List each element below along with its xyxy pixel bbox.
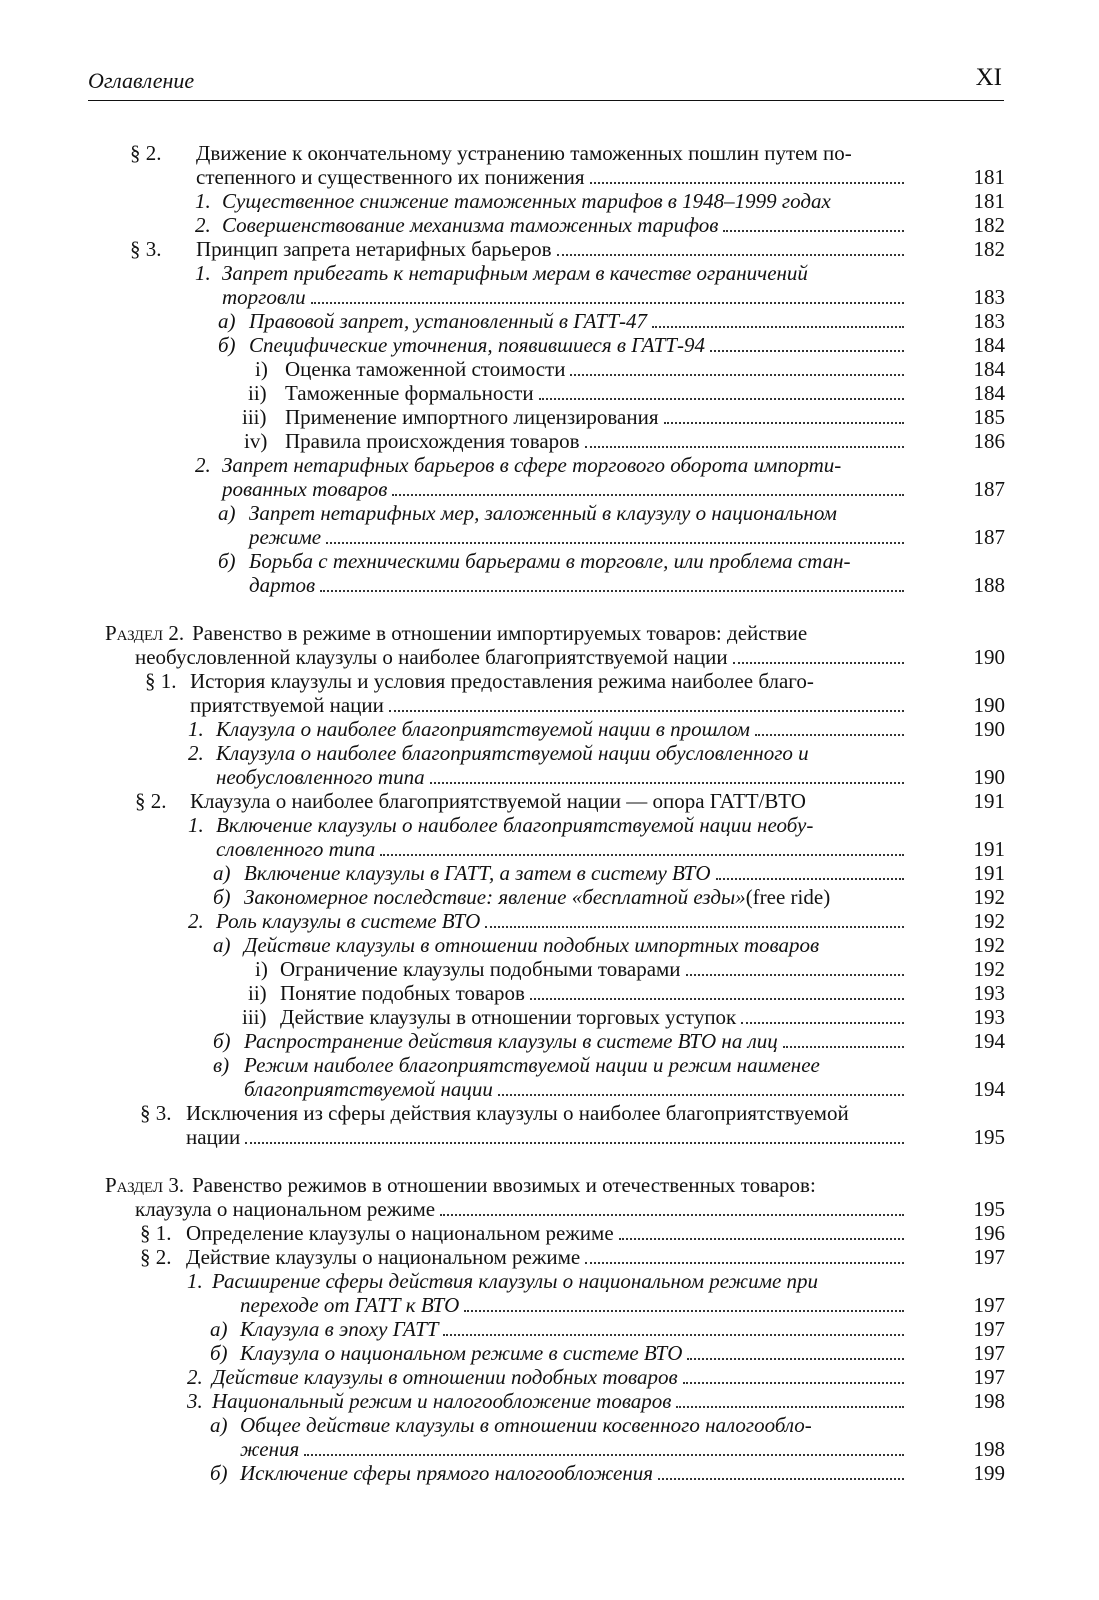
- entry-page: 197: [973, 1365, 1005, 1389]
- entry-page: 186: [973, 429, 1005, 453]
- toc-entry: [210, 1340, 1005, 1366]
- entry-page: 193: [973, 981, 1005, 1005]
- entry-number: а): [213, 861, 231, 885]
- toc-entry: [222, 284, 1005, 310]
- toc-entry: [187, 1364, 1005, 1390]
- entry-title: Специфические уточнения, появившиеся в ГАТТ-94: [249, 333, 705, 357]
- entry-page: 184: [973, 333, 1005, 357]
- entry-number: § 1.: [140, 1221, 172, 1245]
- entry-number: а): [218, 501, 236, 525]
- dot-leader: [530, 997, 904, 1000]
- toc-entry: [210, 1412, 910, 1438]
- entry-number: б): [218, 333, 236, 357]
- dot-leader: [464, 1309, 904, 1312]
- entry-title: Исключения из сферы действия клаузулы о наиболее благоприятствуемой: [186, 1101, 849, 1125]
- dot-leader: [687, 1357, 904, 1360]
- dot-leader: [733, 661, 904, 664]
- dot-leader: [498, 1093, 904, 1096]
- entry-number: б): [218, 549, 236, 573]
- entry-title: Включение клаузулы о наиболее благоприятствуемой нации необу-: [216, 813, 814, 837]
- entry-number: § 1.: [145, 669, 177, 693]
- entry-number: iii): [242, 405, 267, 429]
- entry-number: 2.: [187, 1365, 203, 1389]
- entry-number: 1.: [195, 261, 211, 285]
- entry-number: а): [218, 309, 236, 333]
- entry-title: Действие клаузулы в отношении торговых уступок: [280, 1005, 737, 1029]
- entry-page: 187: [973, 525, 1005, 549]
- entry-title: Действие клаузулы в отношении подобных импортных товаров: [244, 933, 820, 957]
- toc-entry: [218, 500, 910, 526]
- entry-title: Расширение сферы действия клаузулы о национальном режиме при: [212, 1269, 819, 1293]
- dot-leader: [686, 973, 904, 976]
- toc-entry: [190, 692, 1005, 718]
- entry-title: Действие клаузулы в отношении подобных товаров: [212, 1365, 678, 1389]
- dot-leader: [443, 1333, 904, 1336]
- dot-leader: [585, 445, 904, 448]
- entry-title: Запрет нетарифных барьеров в сфере торгового оборота импорти-: [222, 453, 842, 477]
- toc-entry: [218, 332, 1005, 358]
- entry-number: 2.: [188, 909, 204, 933]
- entry-page: 193: [973, 1005, 1005, 1029]
- toc-entry: [213, 1052, 910, 1078]
- toc-entry: [240, 1436, 1005, 1462]
- entry-number: iii): [242, 1005, 267, 1029]
- entry-title: Клаузула о наиболее благоприятствуемой нации — опора ГАТТ/ВТО: [190, 789, 806, 813]
- entry-title: Режим наиболее благоприятствуемой нации и режим наименее: [244, 1053, 820, 1077]
- entry-page: 187: [973, 477, 1005, 501]
- entry-number: б): [210, 1461, 228, 1485]
- entry-number: iv): [244, 429, 268, 453]
- entry-page: 184: [973, 381, 1005, 405]
- entry-page: 196: [973, 1221, 1005, 1245]
- toc-entry: [255, 356, 1005, 382]
- entry-page: 190: [973, 765, 1005, 789]
- toc-entry: [187, 1388, 1005, 1414]
- entry-title: Распространение действия клаузулы в системе ВТО на лиц: [244, 1029, 778, 1053]
- dot-leader: [311, 301, 904, 304]
- entry-title: благоприятствуемой нации: [244, 1077, 493, 1101]
- entry-title: нации: [186, 1125, 241, 1149]
- toc-entry: [218, 308, 1005, 334]
- entry-page: 197: [973, 1317, 1005, 1341]
- entry-number: а): [210, 1413, 228, 1437]
- toc-entry: [105, 1172, 910, 1198]
- entry-title: переходе от ГАТТ к ВТО: [240, 1293, 460, 1317]
- entry-number: § 2.: [140, 1245, 172, 1269]
- toc-entry: [135, 1196, 1005, 1222]
- toc-entry: [248, 380, 1005, 406]
- dot-leader: [430, 781, 904, 784]
- toc-entry: [187, 1268, 910, 1294]
- toc-entry: [140, 1244, 1005, 1270]
- entry-page: 188: [973, 573, 1005, 597]
- entry-title: клаузула о национальном режиме: [135, 1197, 436, 1221]
- entry-title: Национальный режим и налогообложение товаров: [212, 1389, 672, 1413]
- toc-entry: [210, 1460, 1005, 1486]
- entry-page: 199: [973, 1461, 1005, 1485]
- dot-leader: [304, 1453, 904, 1456]
- dot-leader: [710, 349, 904, 352]
- toc-entry: [213, 932, 1005, 958]
- entry-number: § 3.: [130, 237, 162, 261]
- toc-entry: [216, 836, 1005, 862]
- entry-title: рованных товаров: [222, 477, 388, 501]
- dot-leader: [658, 1477, 904, 1480]
- entry-title: Борьба с техническими барьерами в торговле, или проблема стан-: [249, 549, 851, 573]
- dot-leader: [389, 709, 904, 712]
- entry-number: 1.: [187, 1269, 203, 1293]
- header-title: Оглавление: [88, 68, 195, 93]
- entry-title: Равенство в режиме в отношении импортируемых товаров: действие: [192, 621, 808, 645]
- entry-page: 195: [973, 1197, 1005, 1221]
- toc-entry: [195, 188, 1005, 214]
- toc-entry: [242, 1004, 1005, 1030]
- entry-page: 192: [973, 957, 1005, 981]
- entry-page: 183: [973, 309, 1005, 333]
- dot-leader: [723, 229, 904, 232]
- toc-entry: [135, 644, 1005, 670]
- dot-leader: [380, 853, 904, 856]
- entry-title: Понятие подобных товаров: [280, 981, 525, 1005]
- entry-number: 2.: [195, 453, 211, 477]
- entry-page: 197: [973, 1341, 1005, 1365]
- dot-leader: [557, 253, 904, 256]
- toc-entry: [140, 1220, 1005, 1246]
- entry-number: Раздел 2.: [105, 621, 185, 645]
- dot-leader: [652, 325, 904, 328]
- entry-title: Таможенные формальности: [285, 381, 534, 405]
- toc-entry: [242, 404, 1005, 430]
- toc-entry: [210, 1316, 1005, 1342]
- toc-entry: [216, 764, 1005, 790]
- entry-page: 182: [973, 213, 1005, 237]
- toc-entry: [188, 740, 910, 766]
- entry-page: 182: [973, 237, 1005, 261]
- toc-entry: [244, 1076, 1005, 1102]
- entry-page: 181: [973, 165, 1005, 189]
- toc-entry: [196, 164, 1005, 190]
- entry-title-note: (free ride): [745, 885, 831, 909]
- dot-leader: [683, 1381, 904, 1384]
- entry-title: Общее действие клаузулы в отношении косвенного налогообло-: [240, 1413, 812, 1437]
- entry-page: 185: [973, 405, 1005, 429]
- dot-leader: [245, 1141, 904, 1144]
- entry-title: Применение импортного лицензирования: [285, 405, 659, 429]
- toc-entry: [195, 212, 1005, 238]
- entry-title: Равенство режимов в отношении ввозимых и отечественных товаров:: [192, 1173, 816, 1197]
- dot-leader: [716, 877, 905, 880]
- entry-title: Запрет прибегать к нетарифным мерам в качестве ограничений: [222, 261, 808, 285]
- toc-entry: [213, 884, 1005, 910]
- entry-title: Клаузула в эпоху ГАТТ: [240, 1317, 439, 1341]
- entry-title: режиме: [249, 525, 322, 549]
- entry-number: i): [255, 357, 268, 381]
- dot-leader: [539, 397, 904, 400]
- entry-title: Существенное снижение таможенных тарифов в 1948–1999 годах: [222, 189, 831, 213]
- entry-number: ii): [248, 381, 267, 405]
- dot-leader: [570, 373, 904, 376]
- entry-number: i): [255, 957, 268, 981]
- toc-entry: [195, 260, 910, 286]
- entry-page: 190: [973, 645, 1005, 669]
- entry-number: 1.: [188, 717, 204, 741]
- toc-entry: [249, 572, 1005, 598]
- entry-page: 192: [973, 885, 1005, 909]
- dot-leader: [440, 1213, 904, 1216]
- entry-number: § 2.: [130, 141, 162, 165]
- toc-entry: [248, 980, 1005, 1006]
- dot-leader: [326, 541, 904, 544]
- entry-title: Правила происхождения товаров: [285, 429, 580, 453]
- dot-leader: [485, 925, 904, 928]
- entry-title: степенного и существенного их понижения: [196, 165, 585, 189]
- entry-number: Раздел 3.: [105, 1173, 185, 1197]
- dot-leader: [590, 181, 904, 184]
- entry-title: Оценка таможенной стоимости: [285, 357, 566, 381]
- toc-entry: [188, 908, 1005, 934]
- toc-entry: [188, 716, 1005, 742]
- toc-entry: [218, 548, 910, 574]
- entry-title: Определение клаузулы о национальном режиме: [186, 1221, 614, 1245]
- entry-title: Запрет нетарифных мер, заложенный в клаузулу о национальном: [249, 501, 837, 525]
- entry-number: а): [210, 1317, 228, 1341]
- entry-page: 198: [973, 1389, 1005, 1413]
- toc-entry: [195, 452, 910, 478]
- entry-title: Исключение сферы прямого налогообложения: [240, 1461, 654, 1485]
- toc-entry: [145, 668, 910, 694]
- entry-title: Роль клаузулы в системе ВТО: [216, 909, 481, 933]
- toc-entry: [240, 1292, 1005, 1318]
- dot-leader: [676, 1405, 904, 1408]
- entry-page: 191: [973, 837, 1005, 861]
- entry-page: 191: [973, 861, 1005, 885]
- toc-entry: [188, 812, 910, 838]
- entry-title: Включение клаузулы в ГАТТ, а затем в систему ВТО: [244, 861, 711, 885]
- entry-number: б): [213, 1029, 231, 1053]
- entry-title: необусловленной клаузулы о наиболее благоприятствуемой нации: [135, 645, 728, 669]
- entry-title: Закономерное последствие: явление «бесплатной езды»: [244, 885, 746, 909]
- toc-entry: [213, 1028, 1005, 1054]
- entry-number: в): [213, 1053, 230, 1077]
- entry-page: 184: [973, 357, 1005, 381]
- entry-title: дартов: [249, 573, 316, 597]
- entry-page: 190: [973, 693, 1005, 717]
- entry-number: § 3.: [140, 1101, 172, 1125]
- entry-number: ii): [248, 981, 267, 1005]
- toc-entry: [186, 1124, 1005, 1150]
- entry-title: словленного типа: [216, 837, 376, 861]
- toc-entry: [255, 956, 1005, 982]
- entry-title: Клаузула о национальном режиме в системе ВТО: [240, 1341, 683, 1365]
- entry-title: Клаузула о наиболее благоприятствуемой нации в прошлом: [216, 717, 750, 741]
- entry-title: торговли: [222, 285, 306, 309]
- toc-entry: [105, 620, 910, 646]
- entry-number: § 2.: [135, 789, 167, 813]
- toc-entry: [135, 788, 1005, 814]
- entry-page: 192: [973, 909, 1005, 933]
- entry-page: 181: [973, 189, 1005, 213]
- entry-page: 197: [973, 1293, 1005, 1317]
- entry-page: 191: [973, 789, 1005, 813]
- entry-number: 2.: [188, 741, 204, 765]
- dot-leader: [783, 1045, 904, 1048]
- entry-page: 192: [973, 933, 1005, 957]
- entry-number: 3.: [187, 1389, 203, 1413]
- entry-title: необусловленного типа: [216, 765, 425, 789]
- dot-leader: [664, 421, 904, 424]
- entry-title: Действие клаузулы о национальном режиме: [186, 1245, 581, 1269]
- dot-leader: [585, 1261, 904, 1264]
- toc-entry: [140, 1100, 910, 1126]
- entry-page: 183: [973, 285, 1005, 309]
- toc-entry: [130, 140, 910, 166]
- entry-page: 197: [973, 1245, 1005, 1269]
- toc-entry: [249, 524, 1005, 550]
- entry-title: История клаузулы и условия предоставления режима наиболее благо-: [190, 669, 814, 693]
- entry-title: Принцип запрета нетарифных барьеров: [196, 237, 552, 261]
- entry-title: жения: [240, 1437, 300, 1461]
- entry-number: 1.: [195, 189, 211, 213]
- entry-title: Движение к окончательному устранению таможенных пошлин путем по-: [196, 141, 852, 165]
- entry-page: 198: [973, 1437, 1005, 1461]
- entry-title: приятствуемой нации: [190, 693, 384, 717]
- entry-page: 195: [973, 1125, 1005, 1149]
- entry-page: 190: [973, 717, 1005, 741]
- entry-page: 194: [973, 1077, 1005, 1101]
- entry-title: Ограничение клаузулы подобными товарами: [280, 957, 681, 981]
- entry-number: б): [210, 1341, 228, 1365]
- dot-leader: [392, 493, 904, 496]
- dot-leader: [619, 1237, 904, 1240]
- dot-leader: [741, 1021, 904, 1024]
- toc-entry: [244, 428, 1005, 454]
- dot-leader: [320, 589, 904, 592]
- entry-number: а): [213, 933, 231, 957]
- entry-number: 1.: [188, 813, 204, 837]
- entry-number: 2.: [195, 213, 211, 237]
- entry-title: Клаузула о наиболее благоприятствуемой нации обусловленного и: [216, 741, 809, 765]
- toc-entry: [130, 236, 1005, 262]
- entry-number: б): [213, 885, 231, 909]
- toc-entry: [213, 860, 1005, 886]
- page-number: XI: [975, 64, 1002, 91]
- entry-title: Совершенствование механизма таможенных тарифов: [222, 213, 719, 237]
- entry-page: 194: [973, 1029, 1005, 1053]
- toc-entry: [222, 476, 1005, 502]
- entry-title: Правовой запрет, установленный в ГАТТ-47: [249, 309, 648, 333]
- dot-leader: [755, 733, 904, 736]
